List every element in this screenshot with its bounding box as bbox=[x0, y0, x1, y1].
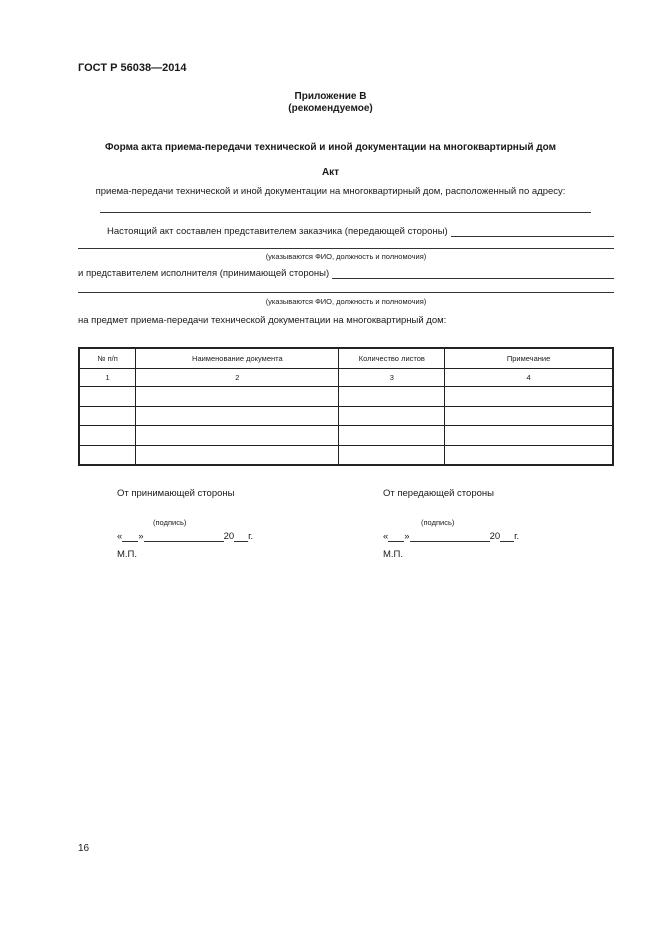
column-number-cell: 1 bbox=[79, 369, 136, 387]
header-cell-document: Наименование документа bbox=[136, 348, 339, 369]
table-row bbox=[79, 445, 613, 465]
year-prefix: 20 bbox=[489, 531, 501, 542]
standard-number: ГОСТ Р 56038—2014 bbox=[78, 62, 187, 74]
table-cell[interactable] bbox=[136, 426, 339, 446]
executor-text: и представителем исполнителя (принимающей стороны) bbox=[78, 268, 330, 279]
receiving-side-label: От принимающей стороны bbox=[117, 488, 235, 499]
date-quote-open: « bbox=[383, 531, 389, 542]
table-cell[interactable] bbox=[339, 445, 445, 465]
subject-text: на предмет приема-передачи технической документации на многоквартирный дом: bbox=[78, 315, 447, 326]
receiving-date bbox=[117, 531, 253, 542]
receiving-signature-caption: (подпись) bbox=[153, 518, 187, 527]
date-quote-close: » bbox=[404, 531, 410, 542]
table-cell[interactable] bbox=[79, 426, 136, 446]
customer-text: Настоящий акт составлен представителем заказчика (передающей стороны) bbox=[107, 226, 448, 237]
executor-hint: (указываются ФИО, должность и полномочия) bbox=[265, 297, 427, 306]
table-cell[interactable] bbox=[445, 387, 613, 407]
table-cell[interactable] bbox=[136, 406, 339, 426]
date-quote-close: » bbox=[138, 531, 144, 542]
receiving-day-field[interactable] bbox=[122, 532, 138, 542]
table-cell[interactable] bbox=[79, 406, 136, 426]
year-prefix: 20 bbox=[223, 531, 235, 542]
receiving-year-field[interactable] bbox=[234, 532, 248, 542]
header-cell-note: Примечание bbox=[445, 348, 613, 369]
table-row bbox=[79, 387, 613, 407]
executor-line-2[interactable] bbox=[78, 292, 614, 293]
transferring-year-field[interactable] bbox=[500, 532, 514, 542]
executor-row bbox=[78, 268, 614, 279]
receiving-stamp: М.П. bbox=[117, 549, 138, 560]
table-cell[interactable] bbox=[339, 426, 445, 446]
documents-table bbox=[78, 347, 614, 466]
table-cell[interactable] bbox=[445, 426, 613, 446]
appendix-title: Приложение В bbox=[294, 91, 367, 102]
year-suffix: г. bbox=[248, 531, 254, 542]
customer-row bbox=[107, 226, 614, 237]
transferring-stamp: М.П. bbox=[383, 549, 404, 560]
transferring-date bbox=[383, 531, 519, 542]
table-cell[interactable] bbox=[79, 387, 136, 407]
page-number: 16 bbox=[78, 843, 90, 854]
column-number-cell: 4 bbox=[445, 369, 613, 387]
executor-name-field[interactable] bbox=[332, 269, 614, 279]
table-number-row bbox=[79, 369, 613, 387]
transferring-month-field[interactable] bbox=[410, 532, 490, 542]
form-title: Форма акта приема-передачи технической и иной документации на многоквартирный дом bbox=[104, 142, 557, 153]
year-suffix: г. bbox=[514, 531, 520, 542]
table-cell[interactable] bbox=[136, 387, 339, 407]
table-header-row bbox=[79, 348, 613, 369]
table-cell[interactable] bbox=[445, 445, 613, 465]
customer-line-2[interactable] bbox=[78, 248, 614, 249]
appendix-note: (рекомендуемое) bbox=[288, 103, 373, 114]
date-quote-open: « bbox=[117, 531, 123, 542]
address-line[interactable] bbox=[100, 212, 591, 213]
receiving-month-field[interactable] bbox=[144, 532, 224, 542]
table-cell[interactable] bbox=[339, 387, 445, 407]
header-cell-number: № п/п bbox=[79, 348, 136, 369]
column-number-cell: 2 bbox=[136, 369, 339, 387]
table-row bbox=[79, 406, 613, 426]
act-subtitle: приема-передачи технической и иной документации на многоквартирный дом, расположенный по адресу: bbox=[95, 186, 566, 197]
customer-hint: (указываются ФИО, должность и полномочия) bbox=[265, 252, 427, 261]
table-row bbox=[79, 426, 613, 446]
transferring-signature-caption: (подпись) bbox=[421, 518, 455, 527]
transferring-day-field[interactable] bbox=[388, 532, 404, 542]
table-cell[interactable] bbox=[136, 445, 339, 465]
customer-name-field[interactable] bbox=[451, 227, 614, 237]
table-cell[interactable] bbox=[339, 406, 445, 426]
transferring-side-label: От передающей стороны bbox=[383, 488, 494, 499]
act-title: Акт bbox=[321, 167, 340, 178]
column-number-cell: 3 bbox=[339, 369, 445, 387]
header-cell-sheets: Количество листов bbox=[339, 348, 445, 369]
table-cell[interactable] bbox=[79, 445, 136, 465]
table-cell[interactable] bbox=[445, 406, 613, 426]
